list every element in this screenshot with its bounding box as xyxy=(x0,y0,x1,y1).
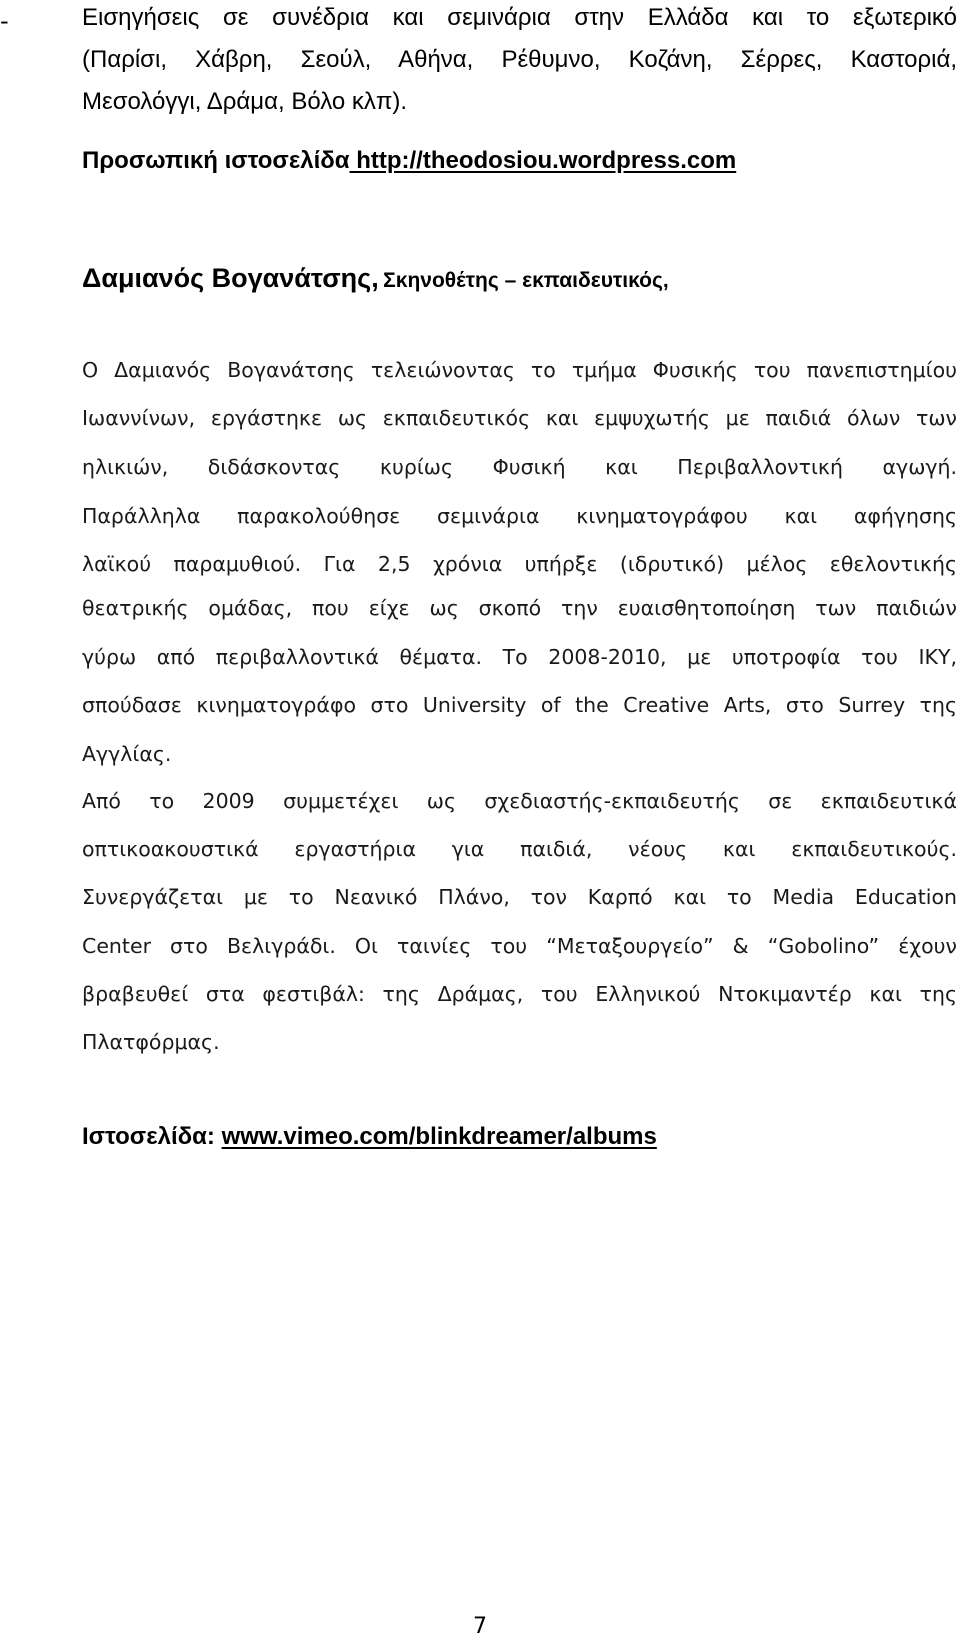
bio-line-5: λαϊκού παραμυθιού. Για 2,5 χρόνια υπήρξε (ιδρυτικό) μέλος εθελοντικής xyxy=(82,552,957,576)
website-line xyxy=(82,1121,657,1153)
person-heading xyxy=(82,263,669,294)
page-number: 7 xyxy=(473,1614,487,1639)
bio-line-6: θεατρικής ομάδας, που είχε ως σκοπό την ευαισθητοποίηση των παιδιών xyxy=(82,596,957,620)
bio-line-2: Ιωαννίνων, εργάστηκε ως εκπαιδευτικός και εμψυχωτής με παιδιά όλων των xyxy=(82,406,957,430)
bio-line-4: Παράλληλα παρακολούθησε σεμινάρια κινηματογράφου και αφήγησης xyxy=(82,504,957,528)
bio-line-12: Συνεργάζεται με το Νεανικό Πλάνο, τον Καρπό και το Media Education xyxy=(82,885,957,909)
personal-website-label: Προσωπική ιστοσελίδα xyxy=(82,147,350,174)
bio-line-1: Ο Δαμιανός Βογανάτσης τελειώνοντας το τμήμα Φυσικής του πανεπιστημίου xyxy=(82,358,957,382)
bio-line-15: Πλατφόρμας. xyxy=(82,1030,220,1054)
bio-line-14: βραβευθεί στα φεστιβάλ: της Δράμας, του Ελληνικού Ντοκιμαντέρ και της xyxy=(82,982,957,1006)
conferences-line-2: (Παρίσι, Χάβρη, Σεούλ, Αθήνα, Ρέθυμνο, Κοζάνη, Σέρρες, Καστοριά, xyxy=(82,46,957,73)
personal-website-line xyxy=(82,145,957,177)
bio-line-3: ηλικιών, διδάσκοντας κυρίως Φυσική και Περιβαλλοντική αγωγή. xyxy=(82,455,957,479)
website-label: Ιστοσελίδα: xyxy=(82,1123,222,1150)
person-role: Σκηνοθέτης – εκπαιδευτικός, xyxy=(383,269,669,292)
conferences-line-1: Εισηγήσεις σε συνέδρια και σεμινάρια στην Ελλάδα και το εξωτερικό xyxy=(82,4,957,31)
bio-line-7: γύρω από περιβαλλοντικά θέματα. Το 2008-2010, με υποτροφία του ΙΚΥ, xyxy=(82,645,957,669)
bio-line-10: Από το 2009 συμμετέχει ως σχεδιαστής-εκπαιδευτής σε εκπαιδευτικά xyxy=(82,789,957,813)
bio-line-8: σπούδασε κινηματογράφο στο University of the Creative Arts, στο Surrey της xyxy=(82,693,957,717)
personal-website-link[interactable]: http://theodosiou.wordpress.com xyxy=(349,147,737,174)
bio-line-11: οπτικοακουστικά εργαστήρια για παιδιά, νέους και εκπαιδευτικούς. xyxy=(82,837,957,861)
website-link[interactable]: www.vimeo.com/blinkdreamer/albums xyxy=(221,1123,657,1150)
bio-line-13: Center στο Βελιγράδι. Οι ταινίες του “Μεταξουργείο” & “Gobolino” έχουν xyxy=(82,934,957,958)
bio-line-9: Αγγλίας. xyxy=(82,742,172,766)
conferences-line-3: Μεσολόγγι, Δράμα, Βόλο κλπ). xyxy=(82,88,408,115)
person-name: Δαμιανός Βογανάτσης, xyxy=(82,263,379,293)
bullet-dash: - xyxy=(0,7,9,35)
